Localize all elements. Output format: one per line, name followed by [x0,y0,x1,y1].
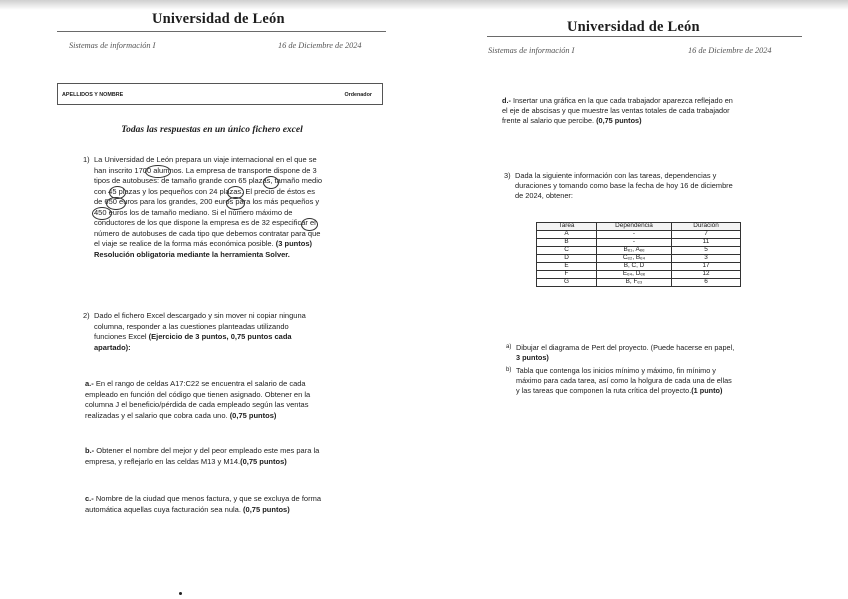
cell-duracion: 3 [672,255,741,263]
q3-item-a [506,343,811,363]
qc-last [85,505,385,516]
q3-item-b-line: y las tareas que componen la ruta crítica del proyecto. [516,385,692,395]
q1-line: tipos de autobuses: de tamaño grande con 65 plazas, tamaño medio [94,176,323,185]
col-tarea-header: Tarea [537,223,597,231]
cell-tarea: G [537,279,597,287]
cell-dependencia: Cₑ₂, Bₑ₄ [597,255,672,263]
hand-circle [92,207,112,220]
q1-line: conductores de los que dispone la empresa es de 32 especificar el [94,218,316,227]
scan-speck [179,592,182,595]
subject-name: Sistemas de información I [69,41,156,50]
qd-label: d.- [502,96,511,105]
question-2-number: 2) [83,311,90,320]
qd-line-1 [502,96,802,106]
q1-last-line [94,239,384,250]
cell-duracion: 17 [672,263,741,271]
cell-dependencia: Eₑ₄, Dₑₑ [597,271,672,279]
q1-solver-note: Resolución obligatoria mediante la herramienta Solver. [94,249,290,259]
exam-date-right: 16 de Diciembre de 2024 [688,46,772,55]
qb-line: empresa, y reflejarlo en las celdas M13 y M14. [85,456,241,466]
qa-line: En el rango de celdas A17:C22 se encuentra el salario de cada [95,379,306,388]
university-title: Universidad de León [152,11,285,27]
qd-line: frente al salario que percibe. [502,116,595,125]
qb-line: Obtener el nombre del mejor y del peor empleado este mes para la [96,446,320,455]
qc-label: c.- [85,494,94,503]
qa-last [85,411,385,422]
cell-tarea: B [537,239,597,247]
qc-line: Nombre de la ciudad que menos factura, y que se excluya de forma [95,494,321,503]
table-row [537,279,741,287]
qd-line: el eje de abscisas y que muestre las ventas totales de cada trabajador [502,106,730,115]
cell-duracion: 12 [672,271,741,279]
qb-label: b.- [85,446,95,455]
cell-tarea: A [537,231,597,239]
qc-line: automática aquellas cuya facturación sea nula. [85,504,241,514]
q3-item-b-bullet: b) [506,367,512,373]
question-2a [85,379,385,421]
q1-points: (3 puntos) [275,239,313,248]
q3-item-b-last [516,386,811,396]
col-duracion-header: Duración [672,223,741,231]
q2-line-3 [94,332,384,343]
qa-line: empleado en función del código que tienen asignado. Obtener en la [85,389,311,399]
qa-line-1 [85,379,385,390]
q3-item-b-line: Tabla que contenga los inicios mínimo y máximo, fin mínimo y [516,366,716,375]
university-title-right: Universidad de León [567,19,700,35]
qd-line: Insertar una gráfica en la que cada trabajador aparezca reflejado en [512,96,733,105]
q1-line: número de autobuses de cada tipo que debemos contratar para que [94,228,321,238]
q3-item-b-points: (1 punto) [691,385,723,395]
hand-circle [226,197,245,210]
cell-dependencia: B, Fₑ₃ [597,279,672,287]
question-2b [85,446,385,467]
cell-dependencia: - [597,239,672,247]
q1-line: 450 euros los de tamaño mediano. Si el número máximo de [94,207,293,217]
qa-label: a.- [85,379,94,388]
dependency-table [536,222,741,287]
question-2d [502,96,802,126]
q3-item-b-line: máximo para cada tarea, así como la holgura de cada una de ellas [516,375,732,385]
q1-line: La Universidad de León prepara un viaje internacional en el que se [94,155,317,164]
qb-points: (0,75 puntos) [240,456,287,466]
q2-line: columna, responder a las cuestiones planteadas utilizando [94,321,289,331]
cell-tarea: F [537,271,597,279]
cell-duracion: 11 [672,239,741,247]
q1-line: con 45 plazas y los pequeños con 24 plazas. El precio de éstos es [94,186,315,196]
cell-tarea: C [537,247,597,255]
q1-line: el viaje se realice de la forma más económica posible. [94,239,274,248]
ordenador-label: Ordenador [344,92,372,98]
exam-date: 16 de Diciembre de 2024 [278,41,362,50]
cell-duracion: 6 [672,279,741,287]
qc-line-1 [85,494,385,505]
q2-line: Dado el fichero Excel descargado y sin mover ni copiar ninguna [94,311,306,320]
qb-line-1 [85,446,385,457]
cell-dependencia: - [597,231,672,239]
q3-line: duraciones y tomando como base la fecha de hoy 16 de diciembre [515,181,733,190]
instructions-subtitle: Todas las respuestas en un único fichero excel [121,125,303,135]
qa-points: (0,75 puntos) [229,410,277,420]
subject-name-right: Sistemas de información I [488,46,575,55]
q1-line: de 650 euros para los grandes, 200 euros para los más pequeños y [94,197,320,206]
q1-line: han inscrito 1700 alumnos. La empresa de transporte dispone de 3 [94,165,317,175]
q3-item-b [506,366,811,395]
qd-points: (0,75 puntos) [596,116,642,125]
col-dependencia-header: Dependencia [597,223,672,231]
q3-item-a-line: Dibujar el diagrama de Pert del proyecto. (Puede hacerse en papel, [516,343,735,352]
q2-line: funciones Excel [94,332,147,341]
cell-tarea: D [537,255,597,263]
hand-circle [145,165,171,178]
question-3-number: 3) [504,171,511,180]
hand-circle [301,218,318,231]
cell-dependencia: Bₑ₁, Aₑₑ [597,247,672,255]
cell-tarea: E [537,263,597,271]
q3-line: Dada la siguiente información con las tareas, dependencias y [515,171,717,180]
hand-circle [263,176,279,189]
header-rule-right [487,36,802,37]
q3-item-a-points: 3 puntos) [516,352,549,362]
q2-points: (Ejercicio de 3 puntos, 0,75 puntos cada [148,332,292,341]
name-box[interactable] [57,83,383,105]
question-1-number: 1) [83,155,90,164]
question-3 [504,171,805,201]
header-rule [57,31,386,32]
q3-item-a-bullet: a) [506,344,512,350]
cell-duracion: 5 [672,247,741,255]
qa-line: realizadas y el salario que cobra cada uno. [85,410,228,420]
qb-last [85,457,385,468]
qa-line: columna J el beneficio/pérdida de cada empleado según las ventas [85,400,309,409]
question-2c [85,494,385,515]
qd-last [502,116,802,126]
name-label: APELLIDOS Y NOMBRE [62,92,124,98]
question-2 [83,311,384,353]
q3-line: de 2024, obtener: [515,191,573,200]
qc-points: (0,75 puntos) [243,504,290,514]
q2-points-tail: apartado): [94,342,131,352]
cell-duracion: 7 [672,231,741,239]
cell-dependencia: B, C, D [597,263,672,271]
